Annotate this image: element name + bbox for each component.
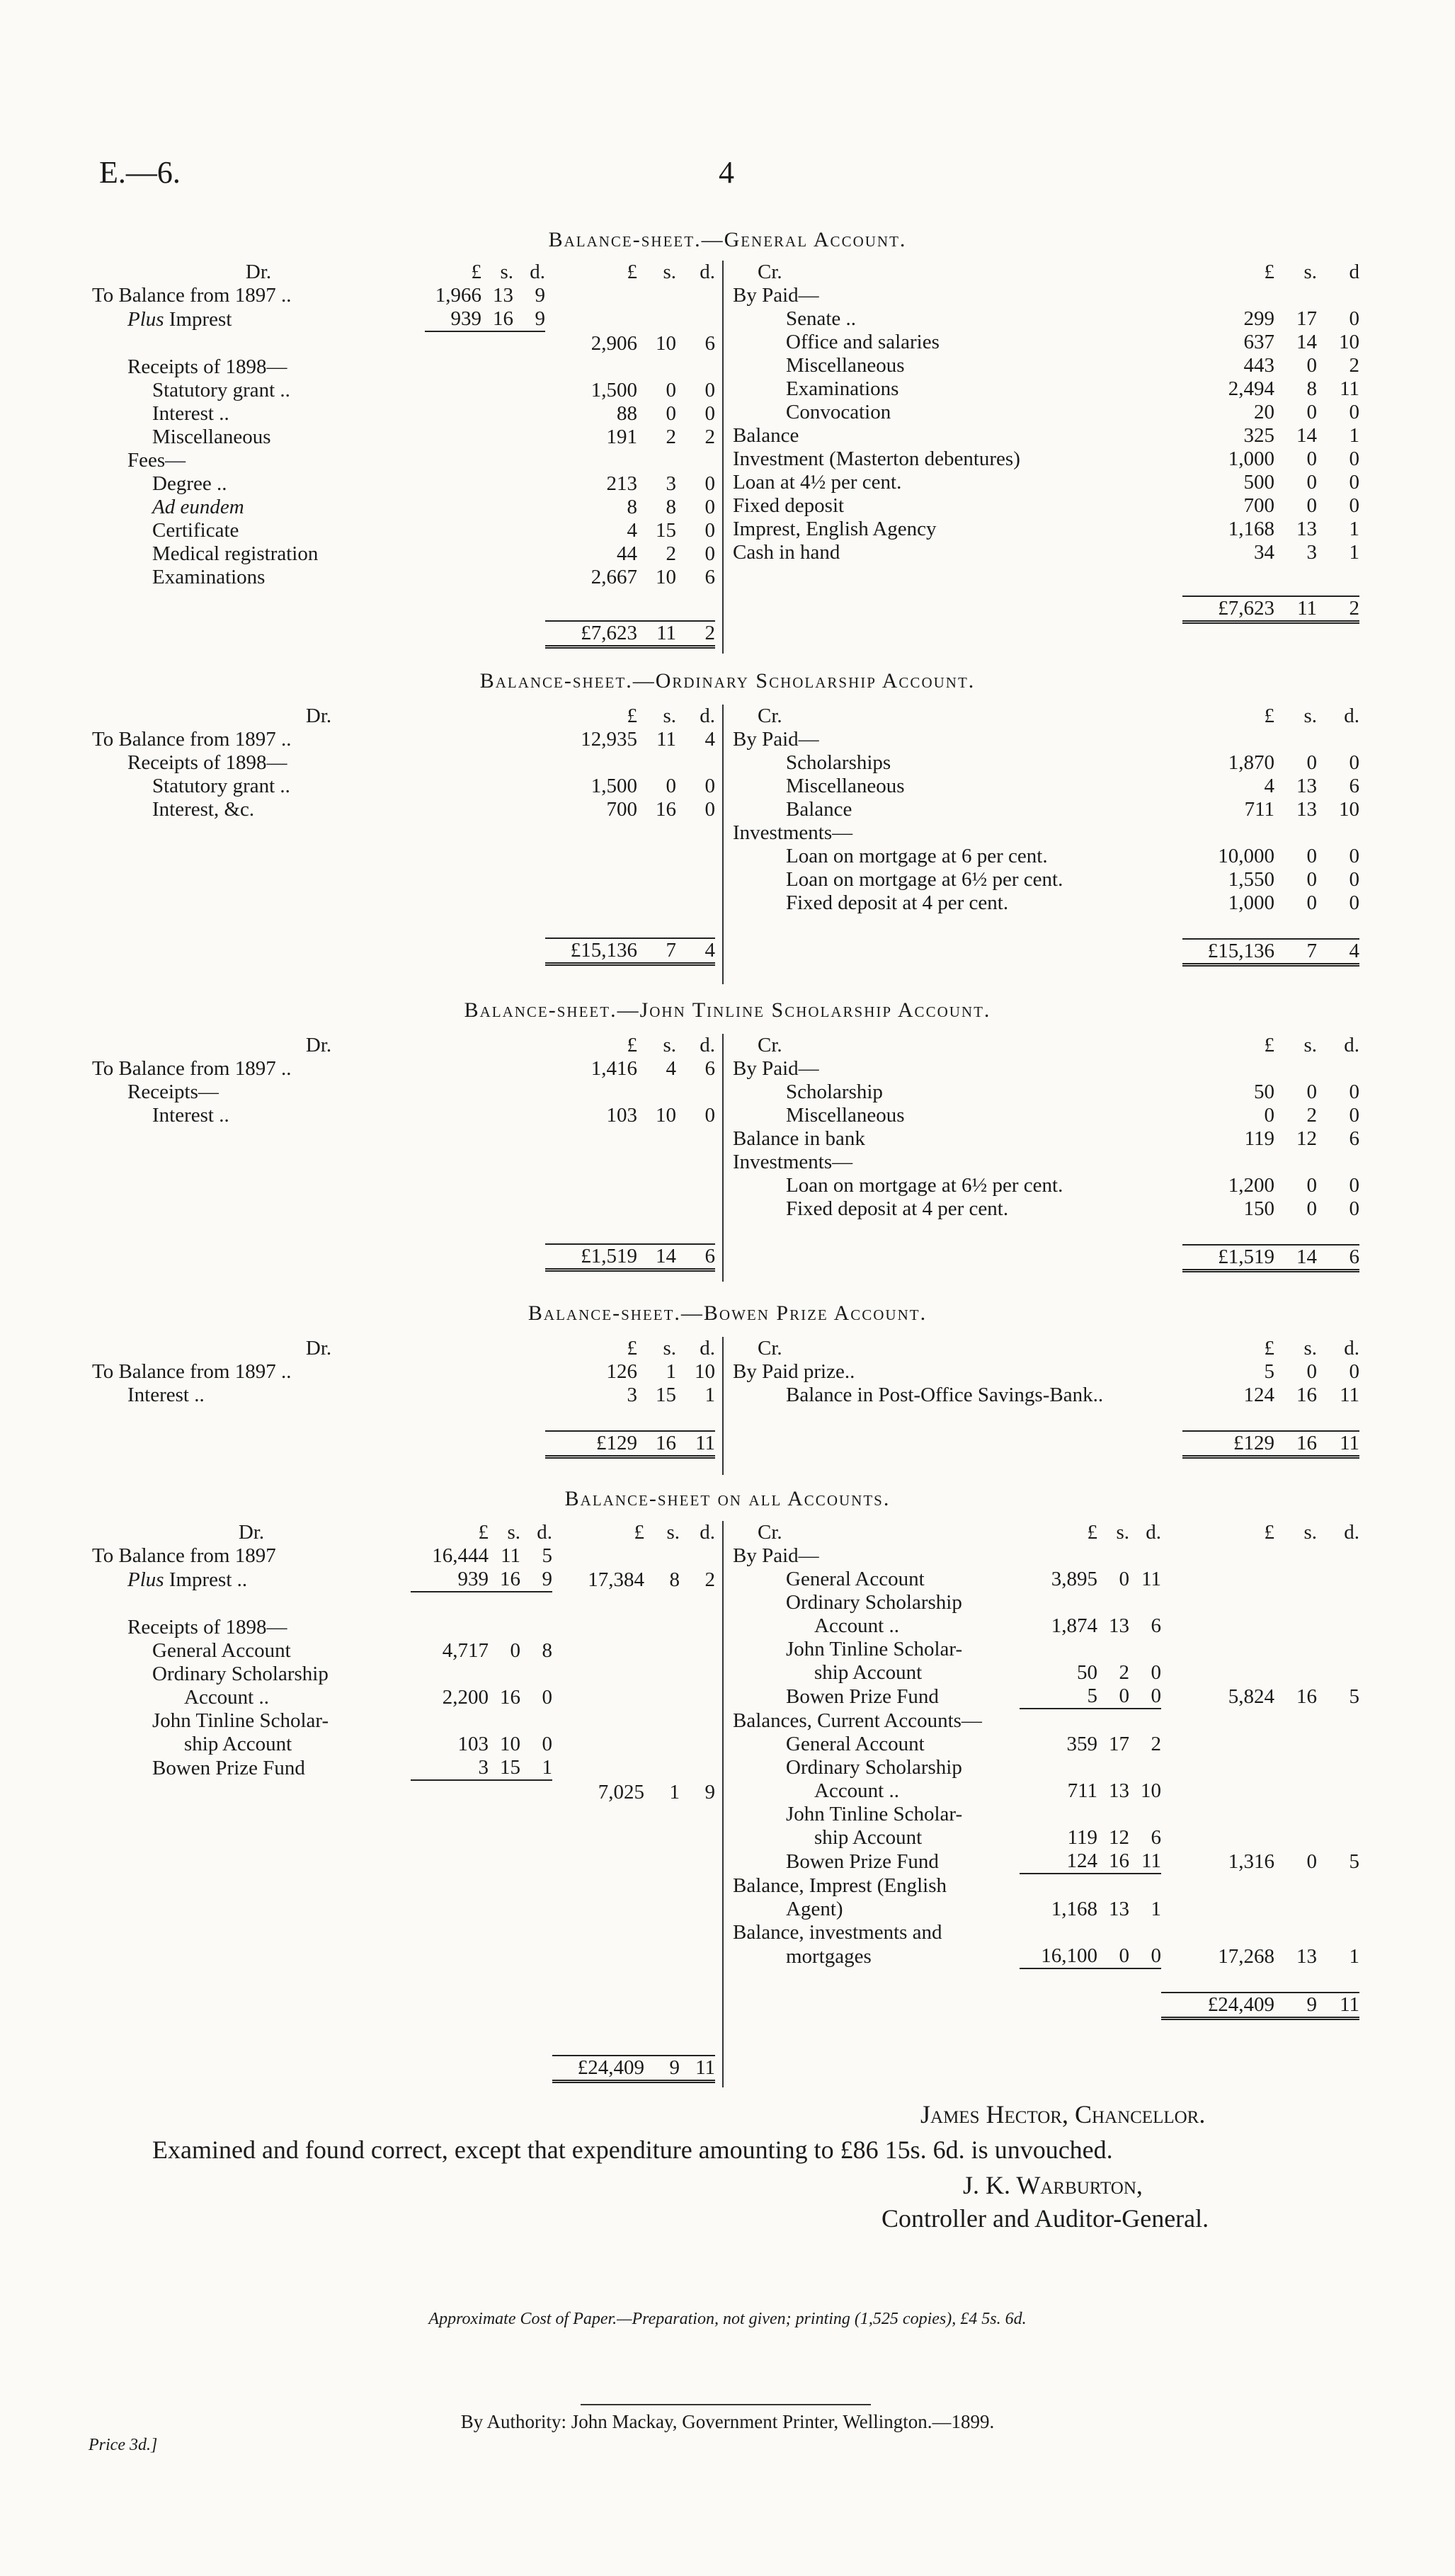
- table-row: To Balance from 1897 .. 1,416 4 6: [92, 1057, 715, 1080]
- table-row: Investment (Masterton debentures) 1,000 0 0: [733, 448, 1359, 470]
- table-row: Medical registration 44 2 0: [152, 542, 715, 565]
- price: Price 3d.]: [89, 2436, 158, 2454]
- table-row: Loan on mortgage at 6 per cent. 10,000 0 0: [786, 845, 1359, 867]
- table-row: Imprest, English Agency 1,168 13 1: [733, 518, 1359, 540]
- auditor-name: J. K. Warburton,: [963, 2171, 1143, 2199]
- table-row: Statutory grant .. 1,500 0 0: [152, 775, 715, 797]
- table-row: ship Account 103 10 0: [184, 1733, 552, 1755]
- tinline-credit-side: Cr. £ s. d. By Paid— Scholarship 50 0 0 Miscellaneous 0 2 0 Balance in bank 119 12 6 Investments— Loan on mortgage at 6½ per cent. 1,200 0 0 Fixed deposit at 4 per cent. 150 0 0 £1,519 14 6: [733, 1034, 1359, 1272]
- table-row: By Paid prize.. 5 0 0: [733, 1360, 1359, 1383]
- total-row: £129 16 11: [92, 1431, 715, 1457]
- table-row: Interest .. 103 10 0: [152, 1104, 715, 1127]
- all-debit-side: Dr. £ s. d. £ s. d. To Balance from 1897 16,444 11 5 Plus Imprest .. 939 16 9 17,384 8 2 Receipts of 1898— General Account 4,717 0 8 Ordinary Scholarship Account .. 2,200 16 0 John Tinline Scholar- ship Account 103 10 0 Bowen Prize Fund 3 15 1 7,025 1 9 £24,409 9 11: [92, 1521, 715, 2083]
- total-row: £1,519 14 6: [733, 1245, 1359, 1271]
- table-row: John Tinline Scholar-: [152, 1709, 329, 1732]
- table-row: Balance in Post-Office Savings-Bank.. 124 16 11: [786, 1384, 1359, 1406]
- table-row: Ordinary Scholarship: [152, 1663, 329, 1685]
- ordinary-debit-side: Dr. £ s. d. To Balance from 1897 .. 12,935 11 4 Receipts of 1898— Statutory grant .. 1,500 0 0 Interest, &c. 700 16 0 £15,136 7 4: [92, 705, 715, 966]
- table-row: Certificate 4 15 0: [152, 519, 715, 542]
- ordinary-scholarship-title: Balance-sheet.—Ordinary Scholarship Account.: [479, 669, 976, 693]
- table-row: Office and salaries 637 14 10: [786, 331, 1359, 353]
- table-row: John Tinline Scholar-: [786, 1638, 963, 1660]
- table-row: Receipts of 1898—: [127, 1616, 287, 1639]
- table-row: Bowen Prize Fund 3 15 1: [152, 1756, 552, 1779]
- table-row: Bowen Prize Fund 124 16 11 1,316 0 5: [786, 1850, 1359, 1873]
- table-row: Scholarships 1,870 0 0: [786, 751, 1359, 774]
- table-row: 2,906 10 6: [590, 332, 715, 355]
- cost-of-paper: Approximate Cost of Paper.—Preparation, not given; printing (1,525 copies), £4 5s. 6d.: [428, 2310, 1027, 2328]
- table-row: Interest, &c. 700 16 0: [152, 798, 715, 821]
- general-account-title: Balance-sheet.—General Account.: [548, 228, 907, 251]
- total-row: £1,519 14 6: [92, 1244, 715, 1270]
- column-divider: [722, 1034, 724, 1282]
- table-row: Cash in hand 34 3 1: [733, 541, 1359, 564]
- table-row: ship Account 119 12 6: [814, 1826, 1161, 1849]
- table-row: Loan at 4½ per cent. 500 0 0: [733, 471, 1359, 494]
- table-row: Investments—: [733, 1151, 853, 1173]
- table-row: ship Account 50 2 0: [814, 1661, 1161, 1684]
- bowen-credit-side: Cr. £ s. d. By Paid prize.. 5 0 0 Balance in Post-Office Savings-Bank.. 124 16 11 £129 16 11: [733, 1337, 1359, 1459]
- table-row: Miscellaneous 0 2 0: [786, 1104, 1359, 1127]
- table-row: Plus Imprest 939 16 9: [127, 307, 545, 331]
- table-row: To Balance from 1897 .. 12,935 11 4: [92, 728, 715, 751]
- total-row: £7,623 11 2: [92, 621, 715, 647]
- table-row: Ordinary Scholarship: [786, 1756, 962, 1779]
- table-row: Fixed deposit at 4 per cent. 150 0 0: [786, 1197, 1359, 1220]
- table-row: Degree .. 213 3 0: [152, 472, 715, 495]
- bowen-prize-title: Balance-sheet.—Bowen Prize Account.: [527, 1301, 928, 1325]
- column-divider: [722, 705, 724, 984]
- tinline-scholarship-title: Balance-sheet.—John Tinline Scholarship Account.: [464, 998, 991, 1022]
- table-row: Balances, Current Accounts—: [733, 1709, 982, 1732]
- all-accounts-title: Balance-sheet on all Accounts.: [564, 1487, 891, 1510]
- table-row: By Paid—: [733, 284, 819, 307]
- total-row: £129 16 11: [733, 1431, 1359, 1457]
- chancellor-signature: James Hector, Chancellor.: [920, 2100, 1206, 2128]
- table-row: Account .. 1,874 13 6: [814, 1614, 1161, 1637]
- table-row: Receipts of 1898—: [127, 355, 287, 378]
- table-row: Interest .. 88 0 0: [152, 402, 715, 425]
- table-row: To Balance from 1897 .. 126 1 10: [92, 1360, 715, 1383]
- general-credit-side: Cr. £ s. d By Paid— Senate .. 299 17 0 Office and salaries 637 14 10 Miscellaneous 443 0 2 Examinations 2,494 8 11 Convocation 20 0 0 Balance 325 14 1 Investment (Masterton debentures) 1,000 0 0 Loan at 4½ per cent. 500 0 0 Fixed deposit 700 0 0 Imprest, English Agency 1,168 13 1 Cash in hand 34 3 1 £7,623 11 2: [733, 261, 1359, 624]
- table-row: Loan on mortgage at 6½ per cent. 1,200 0 0: [786, 1174, 1359, 1197]
- table-row: Balance, Imprest (English: [733, 1874, 947, 1897]
- table-row: 7,025 1 9: [598, 1781, 715, 1803]
- table-row: Examinations 2,667 10 6: [152, 566, 715, 588]
- table-row: Fees—: [127, 449, 186, 472]
- table-row: Convocation 20 0 0: [786, 401, 1359, 423]
- table-row: To Balance from 1897 .. 1,966 13 9: [92, 284, 545, 307]
- dr-heading: Dr.: [245, 261, 272, 283]
- column-divider: [722, 261, 724, 654]
- table-row: Fixed deposit 700 0 0: [733, 494, 1359, 517]
- table-row: Balance in bank 119 12 6: [733, 1127, 1359, 1150]
- table-row: Miscellaneous 443 0 2: [786, 354, 1359, 377]
- divider: [581, 2404, 871, 2405]
- table-row: Receipts—: [127, 1081, 219, 1103]
- table-row: Ad eundem 8 8 0: [152, 496, 715, 518]
- table-row: Account .. 711 13 10: [814, 1779, 1161, 1802]
- total-row: £24,409 9 11: [733, 1993, 1359, 2019]
- all-credit-side: Cr. £ s. d. £ s. d. By Paid— General Account 3,895 0 11 Ordinary Scholarship Account .. 1,874 13 6 John Tinline Scholar- ship Account 50 2 0 Bowen Prize Fund 5 0 0 5,824 16 5 Balances, Current Accounts— General Account 359 17 2 Ordinary Scholarship Account .. 711 13 10 John Tinline Scholar- ship Account 119 12 6 Bowen Prize Fund 124 16 11 1,316 0 5 Balance, Imprest (English Agent) 1,168 13 1 Balance, investments and mortgages 16,100 0 0 17,268 13 1 £24,409 9 11: [733, 1521, 1359, 2020]
- table-row: Balance 325 14 1: [733, 424, 1359, 447]
- table-row: Balance, investments and: [733, 1921, 942, 1944]
- table-row: Senate .. 299 17 0: [786, 307, 1359, 330]
- page-number: 4: [719, 155, 734, 190]
- table-row: Miscellaneous 4 13 6: [786, 775, 1359, 797]
- tinline-debit-side: Dr. £ s. d. To Balance from 1897 .. 1,416 4 6 Receipts— Interest .. 103 10 0 £1,519 14 6: [92, 1034, 715, 1272]
- printer-authority: By Authority: John Mackay, Government Printer, Wellington.—1899.: [460, 2411, 995, 2432]
- cr-heading: Cr.: [758, 261, 782, 283]
- table-row: Plus Imprest .. 939 16 9 17,384 8 2: [127, 1568, 715, 1591]
- table-row: Ordinary Scholarship: [786, 1591, 962, 1614]
- table-row: Miscellaneous 191 2 2: [152, 426, 715, 448]
- table-row: By Paid—: [733, 1544, 819, 1567]
- table-row: Agent) 1,168 13 1: [786, 1898, 1161, 1920]
- table-row: Balance 711 13 10: [786, 798, 1359, 821]
- general-debit-side: Dr. £ s. d. £ s. d. To Balance from 1897 .. 1,966 13 9 Plus Imprest 939 16 9 2,906 10 6 Receipts of 1898— Statutory grant .. 1,500 0 0 Interest .. 88 0 0 Miscellaneous 191 2 2 Fees— Degree .. 213 3 0 Ad eundem 8 8 0 Certificate 4 15 0 Medical registration 44 2 0 Examinations 2,667 10 6 £7,623 11 2: [92, 261, 715, 649]
- table-row: To Balance from 1897 16,444 11 5: [92, 1544, 552, 1567]
- page-reference: E.—6.: [99, 155, 181, 190]
- ordinary-credit-side: Cr. £ s. d. By Paid— Scholarships 1,870 0 0 Miscellaneous 4 13 6 Balance 711 13 10 Investments— Loan on mortgage at 6 per cent. 10,000 0 0 Loan on mortgage at 6½ per cent. 1,550 0 0 Fixed deposit at 4 per cent. 1,000 0 0 £15,136 7 4: [733, 705, 1359, 967]
- column-divider: [722, 1337, 724, 1475]
- table-row: Scholarship 50 0 0: [786, 1081, 1359, 1103]
- total-row: £24,409 9 11: [92, 2056, 715, 2082]
- table-row: Fixed deposit at 4 per cent. 1,000 0 0: [786, 891, 1359, 914]
- table-row: mortgages 16,100 0 0 17,268 13 1: [786, 1944, 1359, 1968]
- auditor-title: Controller and Auditor-General.: [881, 2204, 1209, 2233]
- table-row: By Paid—: [733, 728, 819, 751]
- column-divider: [722, 1521, 724, 2087]
- table-row: Examinations 2,494 8 11: [786, 377, 1359, 400]
- table-row: General Account 3,895 0 11: [786, 1568, 1161, 1590]
- table-row: Receipts of 1898—: [127, 751, 287, 774]
- total-row: £7,623 11 2: [733, 596, 1359, 622]
- table-row: Interest .. 3 15 1: [127, 1384, 715, 1406]
- audit-statement: Examined and found correct, except that expenditure amounting to £86 15s. 6d. is unvouched.: [152, 2136, 1113, 2164]
- table-row: Loan on mortgage at 6½ per cent. 1,550 0 0: [786, 868, 1359, 891]
- table-row: General Account 4,717 0 8: [152, 1639, 552, 1662]
- table-row: Statutory grant .. 1,500 0 0: [152, 379, 715, 401]
- total-row: £15,136 7 4: [733, 939, 1359, 965]
- table-row: Account .. 2,200 16 0: [184, 1686, 552, 1709]
- table-row: Bowen Prize Fund 5 0 0 5,824 16 5: [786, 1685, 1359, 1708]
- table-row: General Account 359 17 2: [786, 1733, 1161, 1755]
- total-row: £15,136 7 4: [92, 938, 715, 964]
- table-row: By Paid—: [733, 1057, 819, 1080]
- table-row: Investments—: [733, 821, 853, 844]
- table-row: John Tinline Scholar-: [786, 1803, 963, 1825]
- bowen-debit-side: Dr. £ s. d. To Balance from 1897 .. 126 1 10 Interest .. 3 15 1 £129 16 11: [92, 1337, 715, 1459]
